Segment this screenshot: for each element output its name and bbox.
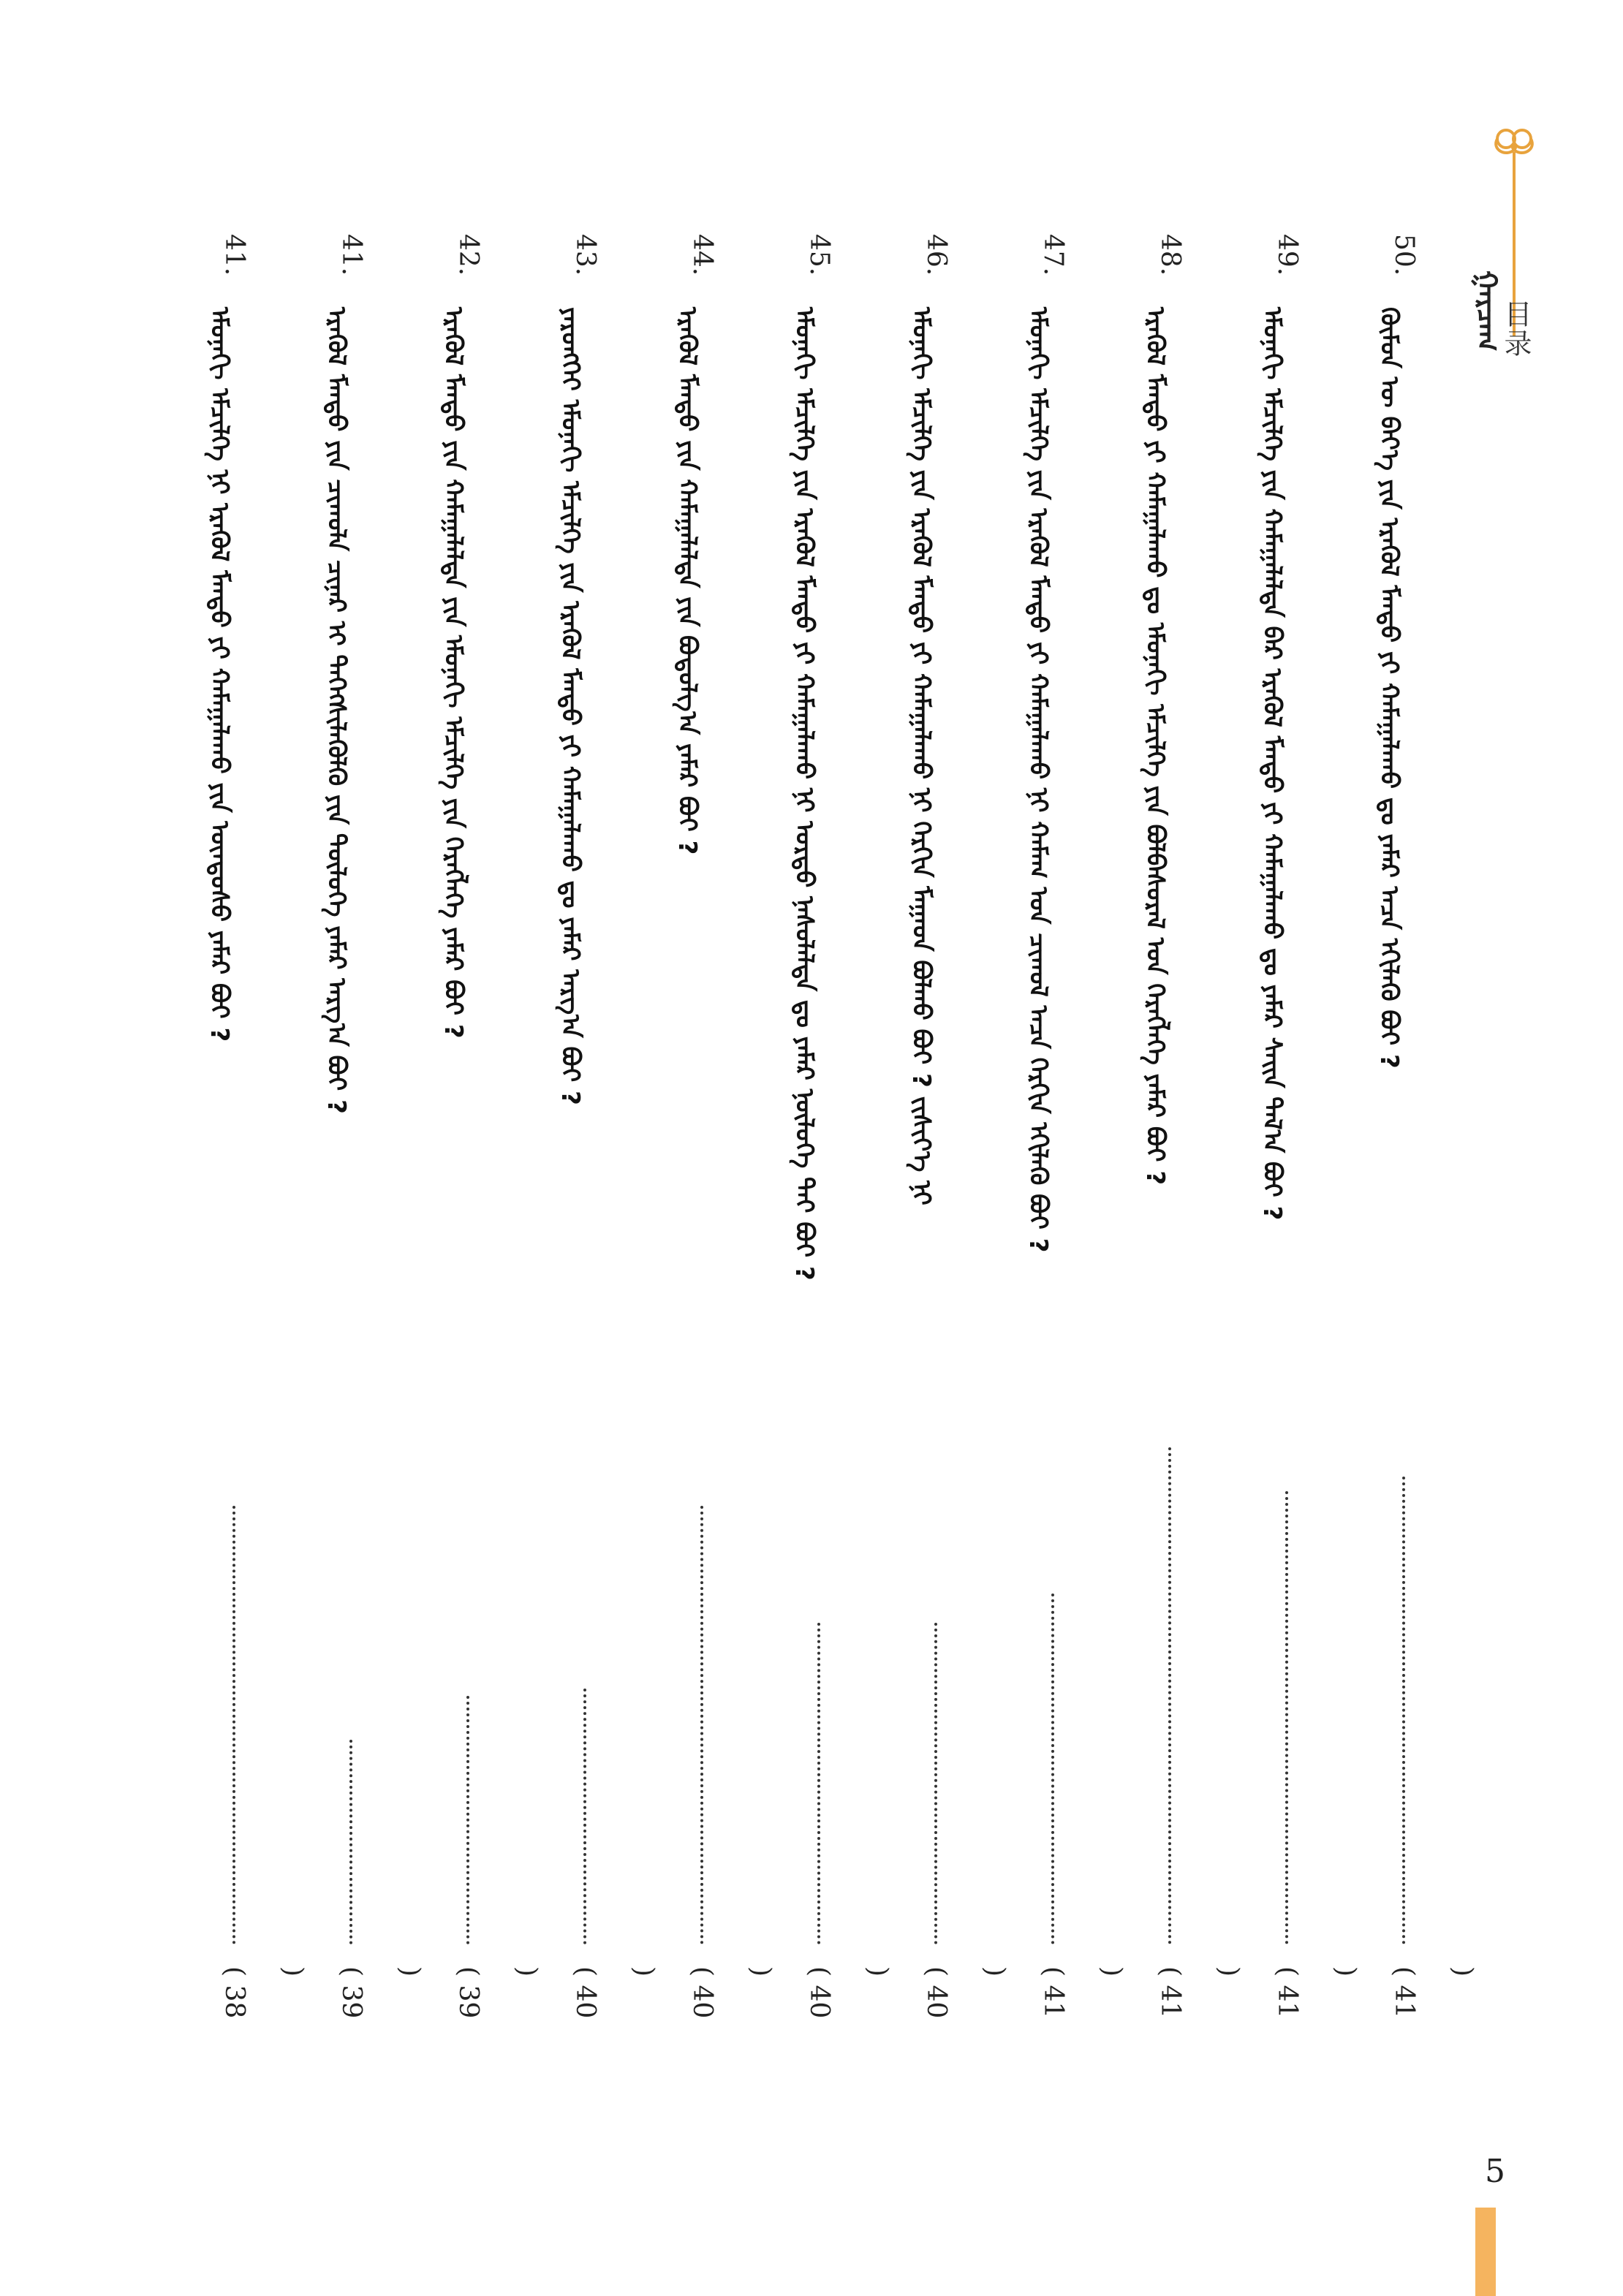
- toc-entry-number: 50.: [1389, 234, 1419, 276]
- toc-leader-dots: [232, 1506, 235, 1944]
- toc-entry-title: ᠡᠷᠡᠭᠦᠯ ᠮᠡᠨᠳᠦ ᠶᠢ ᠬᠠᠮᠠᠭᠠᠯᠠᠬᠤ ᠳᠤ ᠡᠮᠦᠨᠡᠬᠢ ᠡᠮᠴᠢᠯᠭᠡ ᠶᠢᠨ ᠪᠣᠯᠪᠠᠰᠤᠷᠠᠯ ᠤᠨ ᠬᠡᠷᠡᠭᠯᠡᠭᠡ ᠶᠠᠮᠠᠷ ᠪᠤᠢ ?: [1140, 307, 1170, 1186]
- toc-entry[interactable]: [205, 234, 308, 2025]
- toc-entry-page: ( 38 ): [219, 1966, 308, 2019]
- toc-entry-page: ( 40 ): [687, 1966, 776, 2019]
- toc-entry-title: ᠡᠷᠡᠭᠦᠯ ᠮᠡᠨᠳᠦ ᠶᠢᠨ ᠬᠠᠮᠠᠭᠠᠯᠠᠯᠲᠠ ᠶᠢᠨ ᠪᠣᠳᠣᠯᠭ᠎ᠠ ᠶᠠᠮᠠᠷ ᠪᠤᠢ ?: [673, 307, 702, 855]
- toc-leader-dots: [934, 1623, 937, 1944]
- toc-entry-title: ᠡᠷᠡᠭᠦᠯ ᠮᠡᠨᠳᠦ ᠶᠢᠨ ᠴᠢᠬᠤᠯᠠ ᠴᠢᠨᠠᠷ ᠢ ᠳᠡᠭᠡᠭᠰᠢᠯᠡᠭᠦᠯᠬᠦ ᠶᠢᠨ ᠲᠥᠯᠦᠭᠡ ᠶᠠᠮᠠᠷ ᠠᠷᠭ᠎ᠠ ᠪᠤᠢ ?: [322, 307, 351, 1114]
- section-title-chinese: 目录: [1499, 300, 1532, 358]
- toc-entry-page: ( 40 ): [570, 1966, 659, 2019]
- toc-entry-number: 41.: [336, 234, 366, 276]
- toc-entry-title: ᠶᠡᠷᠦᠩᠬᠡᠢ ᠡᠮᠦᠨᠡᠬᠢ ᠡᠮᠴᠢᠯᠭᠡ ᠶᠢᠨ ᠡᠷᠡᠭᠦᠯ ᠮᠡᠨᠳᠦ ᠶᠢ ᠬᠠᠮᠠᠭᠠᠯᠠᠬᠤ ᠳᠤ ᠶᠠᠮᠠᠷ ᠠᠷᠭ᠎ᠠ ᠪᠤᠢ ?: [556, 307, 585, 1105]
- toc-entry-number: 41.: [219, 234, 249, 276]
- toc-entry-number: 42.: [453, 234, 483, 276]
- toc-entry-page: ( 41 ): [1038, 1966, 1127, 2019]
- toc-leader-dots: [1285, 1491, 1288, 1944]
- toc-entry-number: 49.: [1272, 234, 1302, 276]
- toc-entry-page: ( 39 ): [453, 1966, 542, 2019]
- toc-entry[interactable]: [907, 234, 1010, 2025]
- toc-entry-number: 48.: [1155, 234, 1185, 276]
- toc-entry[interactable]: [322, 234, 425, 2025]
- toc-entry-title: ᠡᠮᠦᠨᠡᠬᠢ ᠡᠮᠴᠢᠯᠭᠡ ᠶᠢᠨ ᠡᠷᠡᠭᠦᠯ ᠮᠡᠨᠳᠦ ᠶᠢ ᠬᠠᠮᠠᠭᠠᠯᠠᠬᠤ ᠨᠢ ᠬᠡᠷᠬᠢᠨ ᠮᠠᠭᠠᠳ ᠪᠤᠯᠬᠤ ᠪᠤᠢ ? ᠵᠢᠱᠢᠶ᠎ᠡ ᠨᠢ: [907, 307, 936, 1205]
- toc-entry-number: 44.: [687, 234, 717, 276]
- toc-entry-page: ( 40 ): [921, 1966, 1010, 2019]
- toc-entry-number: 47.: [1038, 234, 1068, 276]
- toc-entry-title: ᠡᠮᠦᠨᠡᠬᠢ ᠡᠮᠴᠢᠯᠭᠡ ᠶᠢᠨ ᠡᠷᠡᠭᠦᠯ ᠮᠡᠨᠳᠦ ᠶᠢ ᠬᠠᠮᠠᠭᠠᠯᠠᠬᠤ ᠨᠢ ᠤᠷᠳᠤ ᠨᠠᠰᠤᠯᠠᠯᠲᠠ ᠳᠤ ᠶᠠᠮᠠᠷ ᠨᠥᠯᠦᠭᠡ ᠲᠠᠢ ᠪᠤᠢ ?: [790, 307, 819, 1281]
- toc-entry-page: ( 41 ): [1389, 1966, 1478, 2019]
- toc-entry[interactable]: [790, 234, 893, 2025]
- toc-leader-dots: [1402, 1477, 1405, 1944]
- toc-entry-number: 45.: [804, 234, 834, 276]
- toc-entry[interactable]: [673, 234, 776, 2025]
- toc-entry-page: ( 41 ): [1272, 1966, 1361, 2019]
- toc-leader-dots: [583, 1689, 586, 1944]
- toc-entry[interactable]: [439, 234, 542, 2025]
- toc-entry[interactable]: [556, 234, 659, 2025]
- toc-entry-title: ᠡᠷᠡᠭᠦᠯ ᠮᠡᠨᠳᠦ ᠶᠢᠨ ᠬᠠᠮᠠᠭᠠᠯᠠᠯᠲᠠ ᠶᠢᠨ ᠡᠮᠦᠨᠡᠬᠢ ᠡᠮᠴᠢᠯᠭᠡ ᠶᠢᠨ ᠬᠡᠷᠡᠭᠯᠡᠭᠡ ᠶᠠᠮᠠᠷ ᠪᠤᠢ ?: [439, 307, 468, 1039]
- toc-leader-dots: [1051, 1594, 1054, 1944]
- toc-entry[interactable]: [1374, 234, 1478, 2025]
- page-number: 5: [1485, 2153, 1505, 2190]
- toc-entry-page: ( 41 ): [1155, 1966, 1244, 2019]
- toc-entry-number: 43.: [570, 234, 600, 276]
- toc-leader-dots: [817, 1623, 820, 1944]
- toc-entry[interactable]: [1257, 234, 1361, 2025]
- toc-entry-title: ᠡᠮᠦᠨᠡᠬᠢ ᠡᠮᠴᠢᠯᠭᠡ ᠶᠢᠨ ᠬᠠᠮᠠᠭᠠᠯᠠᠯᠲᠠ ᠪᠡᠷ ᠡᠷᠡᠭᠦᠯ ᠮᠡᠨᠳᠦ ᠶᠢ ᠬᠠᠮᠠᠭᠠᠯᠠᠬᠤ ᠳᠤ ᠶᠠᠮᠠᠷ ᠰᠠᠢᠨ ᠲᠠᠯ᠎ᠠ ᠪᠤᠢ ?: [1257, 307, 1287, 1221]
- toc-leader-dots: [349, 1740, 352, 1944]
- toc-leader-dots: [700, 1506, 703, 1944]
- toc-entry-number: 46.: [921, 234, 951, 276]
- toc-leader-dots: [466, 1696, 469, 1944]
- page-edge-accent-bar: [1475, 2208, 1496, 2296]
- toc-entry-page: ( 39 ): [336, 1966, 425, 2019]
- section-title-mongolian: ᠭᠠᠷᠴᠠᠭ: [1471, 270, 1503, 352]
- toc-entry-page: ( 40 ): [804, 1966, 893, 2019]
- toc-entry[interactable]: [1140, 234, 1244, 2025]
- toc-entry[interactable]: [1024, 234, 1127, 2025]
- toc-leader-dots: [1168, 1447, 1171, 1944]
- toc-entry-title: ᠡᠮᠦᠨᠡᠬᠢ ᠡᠮᠴᠢᠯᠭᠡ ᠶᠢᠨ ᠡᠷᠡᠭᠦᠯ ᠮᠡᠨᠳᠦ ᠶᠢ ᠬᠠᠮᠠᠭᠠᠯᠠᠬᠤ ᠨᠢ ᠬᠠᠮᠠᠭ ᠤᠨ ᠴᠢᠬᠤᠯ ᠠᠴᠠ ᠬᠡᠷᠬᠢᠨ ᠡᠬᠢᠯᠡᠬᠦ ᠪᠤᠢ ?: [1024, 307, 1053, 1253]
- toc-entry-title: ᠡᠮᠦᠨᠡᠬᠢ ᠡᠮᠴᠢᠯᠭᠡ ᠨᠢ ᠡᠷᠡᠭᠦᠯ ᠮᠡᠨᠳᠦ ᠶᠢ ᠬᠠᠮᠠᠭᠠᠯᠠᠬᠤ ᠶᠢᠨ ᠦᠨᠳᠦᠰᠦ ᠶᠠᠮᠠᠷ ᠪᠤᠢ ?: [205, 307, 234, 1042]
- toc-entry-title: ᠬᠦᠮᠦᠨ ᠦ ᠪᠡᠶ᠎ᠡ ᠶᠢᠨ ᠡᠷᠡᠭᠦᠯ ᠮᠡᠨᠳᠦ ᠶᠢ ᠬᠠᠮᠠᠭᠠᠯᠠᠬᠤ ᠳᠤ ᠶᠠᠮᠠᠷ ᠠᠴᠠ ᠡᠬᠢᠯᠡᠬᠦ ᠪᠤᠢ ?: [1374, 307, 1404, 1069]
